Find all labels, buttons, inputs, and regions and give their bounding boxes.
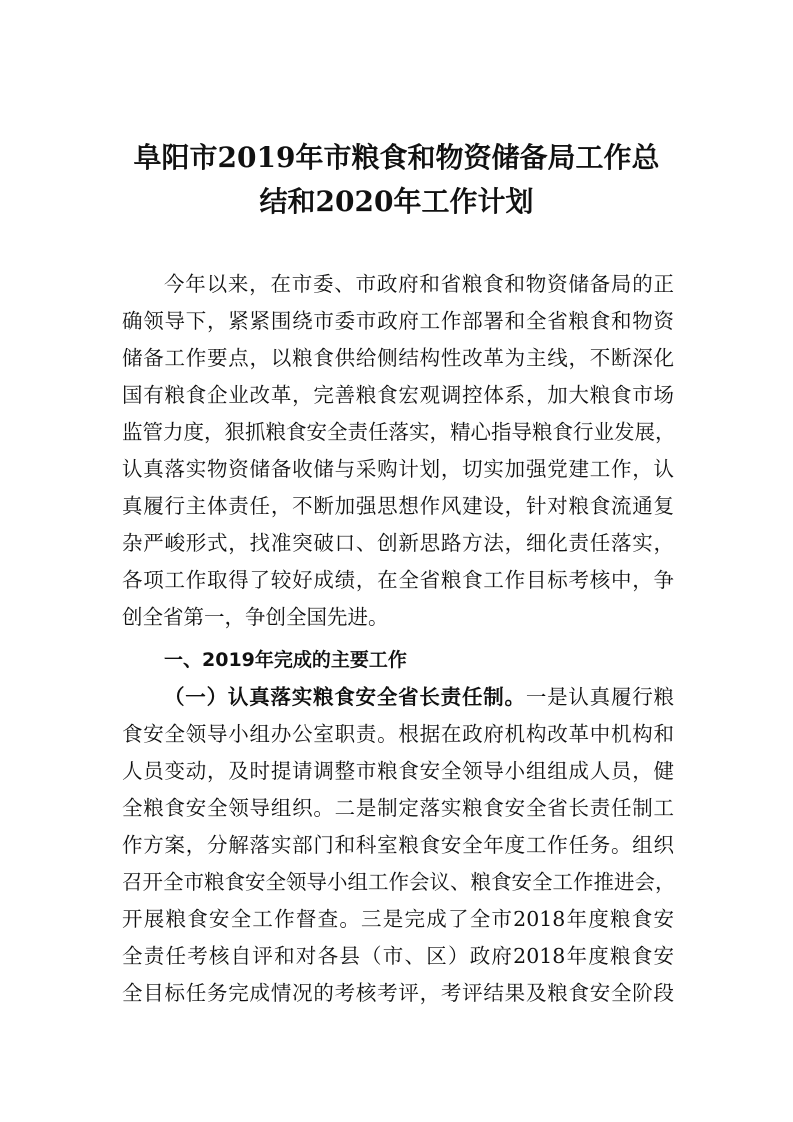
- paragraph-line: 创全省第一，争创全国先进。: [122, 605, 389, 629]
- paragraph-line: 作方案，分解落实部门和科室粮食安全年度工作任务。组织: [122, 833, 674, 857]
- subsection-text: 一是认真履行粮: [525, 685, 675, 709]
- paragraph-line: 确领导下，紧紧围绕市委市政府工作部署和全省粮食和物资: [122, 309, 674, 333]
- paragraph-line: 认真落实物资储备收储与采购计划，切实加强党建工作，认: [122, 457, 674, 481]
- paragraph-line: 召开全市粮食安全领导小组工作会议、粮食安全工作推进会，: [122, 870, 676, 894]
- paragraph-line: 食安全领导小组办公室职责。根据在政府机构改革中机构和: [122, 722, 674, 746]
- subsection-heading: （一）认真落实粮食安全省长责任制。: [164, 685, 526, 709]
- paragraph-line: 开展粮食安全工作督查。三是完成了全市2018年度粮食安: [122, 907, 674, 931]
- paragraph-line: 今年以来，在市委、市政府和省粮食和物资储备局的正: [164, 272, 674, 296]
- paragraph-line: 国有粮食企业改革，完善粮食宏观调控体系，加大粮食市场: [122, 383, 674, 407]
- paragraph-line: 监管力度，狠抓粮食安全责任落实，精心指导粮食行业发展，: [122, 420, 676, 444]
- intro-paragraph: [122, 266, 674, 636]
- paragraph-line: 全责任考核自评和对各县（市、区）政府2018年度粮食安: [122, 944, 674, 968]
- paragraph-line: 全目标任务完成情况的考核考评，考评结果及粮食安全阶段: [122, 981, 674, 1005]
- paragraph-line: 真履行主体责任，不断加强思想作风建设，针对粮食流通复: [122, 494, 674, 518]
- paragraph-line: 杂严峻形式，找准突破口、创新思路方法，细化责任落实，: [122, 531, 674, 555]
- paragraph-line: 人员变动，及时提请调整市粮食安全领导小组组成人员，健: [122, 759, 674, 783]
- section-1: [122, 642, 674, 1012]
- paragraph-line: 各项工作取得了较好成绩，在全省粮食工作目标考核中，争: [122, 568, 674, 592]
- document-title-line-2: 结和2020年工作计划: [259, 185, 534, 218]
- paragraph-line: 储备工作要点，以粮食供给侧结构性改革为主线，不断深化: [122, 346, 674, 370]
- subsection-first-line: [122, 679, 674, 716]
- document-title-line-1: 阜阳市2019年市粮食和物资储备局工作总: [133, 141, 660, 174]
- section-heading: 一、2019年完成的主要工作: [164, 649, 407, 671]
- paragraph-line: 全粮食安全领导组织。二是制定落实粮食安全省长责任制工: [122, 796, 674, 820]
